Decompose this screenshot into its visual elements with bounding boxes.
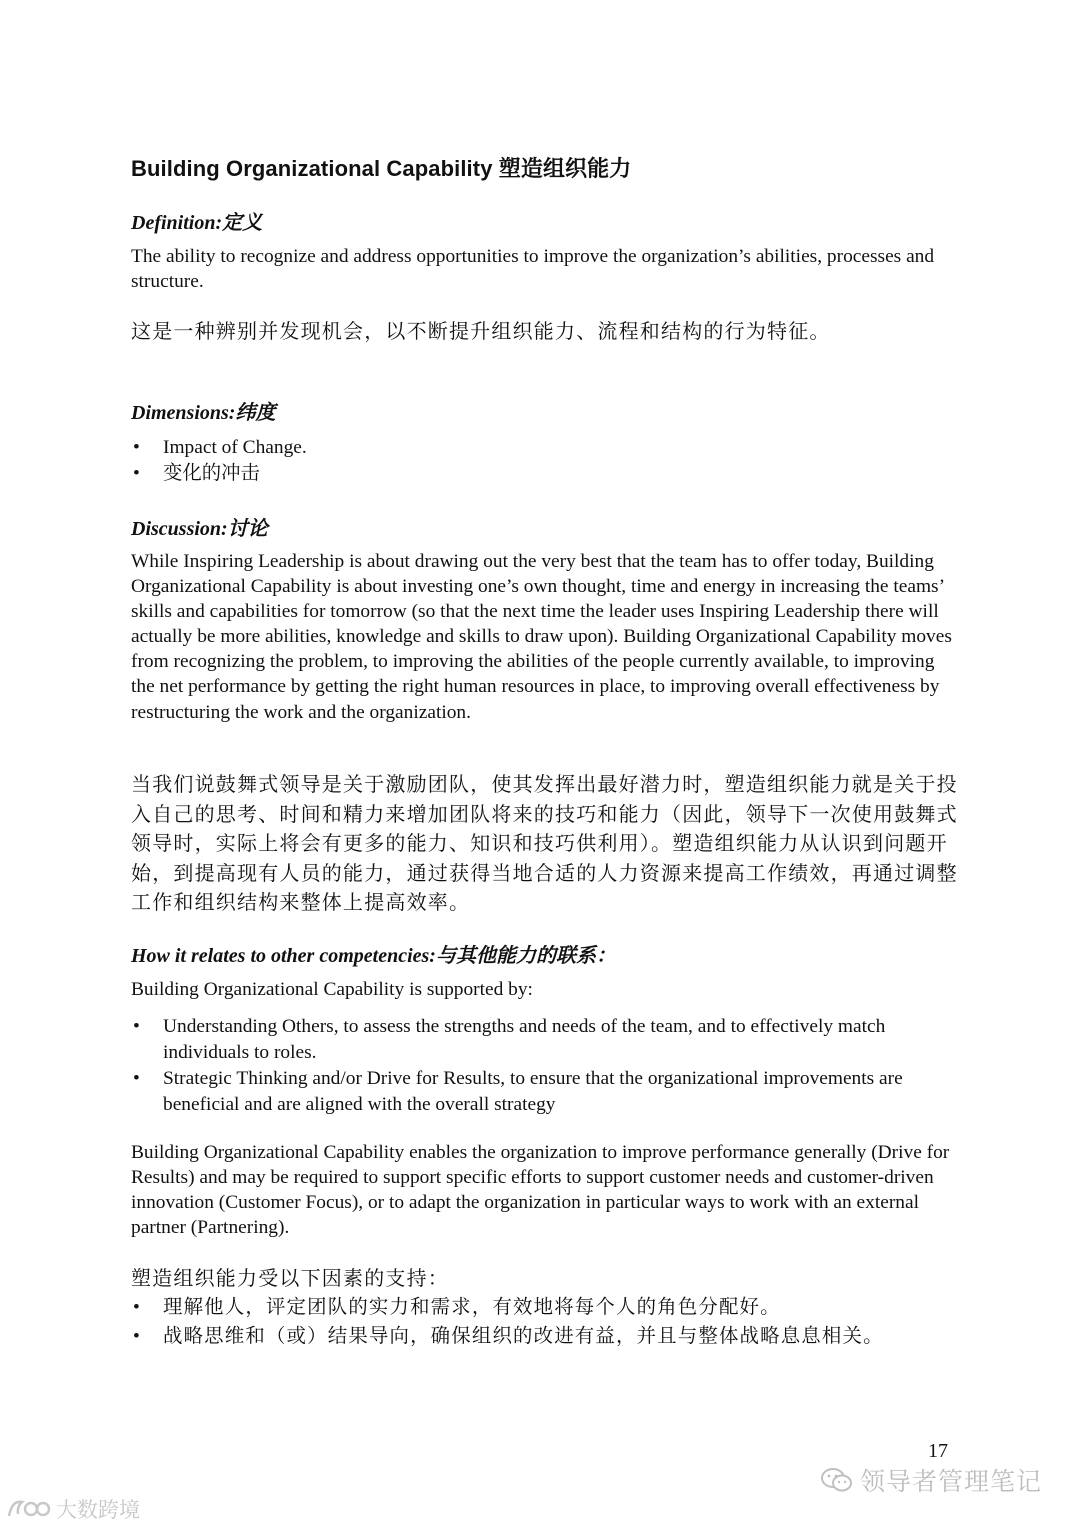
bullet-icon: • [133, 1326, 141, 1347]
list-item: • Strategic Thinking and/or Drive for Results, to ensure that the organizational improvements are beneficial and are aligned with the overall strategy [133, 1068, 903, 1115]
list-item: • 变化的冲击 [131, 461, 961, 487]
definition-heading: Definition:定义 [131, 212, 263, 234]
list-item: • 理解他人，评定团队的实力和需求，有效地将每个人的角色分配好。 [131, 1293, 961, 1322]
list-item: • Understanding Others, to assess the strengths and needs of the team, and to effectively match individuals to roles. [133, 1016, 886, 1063]
page-number: 17 [928, 1440, 948, 1462]
definition-text-zh: 这是一种辨别并发现机会，以不断提升组织能力、流程和结构的行为特征。 [131, 321, 831, 343]
relations-heading: How it relates to other competencies:与其他能力的联系： [131, 945, 616, 967]
bullet-icon: • [133, 1068, 140, 1089]
supported-by-text: Building Organizational Capability is supported by: [131, 979, 533, 1000]
bullet-icon: • [133, 437, 140, 458]
list-item: • Impact of Change. [131, 435, 961, 461]
supported-by-list-zh [131, 1293, 961, 1351]
wechat-icon [820, 1467, 854, 1493]
discussion-text-zh: 当我们说鼓舞式领导是关于激励团队，使其发挥出最好潜力时，塑造组织能力就是关于投入自己的思考、时间和精力来增加团队将来的技巧和能力（因此，领导下一次使用鼓舞式领导时，实际上将会有更多的能力、知识和技巧供利用）。塑造组织能力从认识到问题开始，到提高现有人员的能力，通过获得当地合适的人力资源来提高工作绩效，再通过调整工作和组织结构来整体上提高效率。 [131, 774, 958, 914]
bullet-icon: • [133, 1297, 141, 1318]
bullet-icon: • [133, 462, 140, 484]
watermark-left: 大数跨境 [6, 1494, 140, 1524]
supported-by-list [131, 1014, 961, 1117]
dimensions-heading: Dimensions:纬度 [131, 402, 276, 424]
definition-text-en: The ability to recognize and address opportunities to improve the organization’s abilities, processes and structure. [131, 246, 935, 292]
enables-text: Building Organizational Capability enables the organization to improve performance generally (Drive for Results) and may be required to support specific efforts to support customer needs and customer-driven innovation (Customer Focus), or to adapt the organization in particular ways to work with an external partner (Partnering). [131, 1142, 950, 1238]
list-item: • 战略思维和（或）结果导向，确保组织的改进有益，并且与整体战略息息相关。 [131, 1322, 961, 1351]
bullet-icon: • [133, 1016, 140, 1037]
dimensions-list [131, 435, 961, 486]
logo-icon [6, 1496, 52, 1522]
supported-by-text-zh: 塑造组织能力受以下因素的支持： [131, 1268, 449, 1290]
discussion-heading: Discussion:讨论 [131, 518, 268, 540]
watermark-right: 领导者管理笔记 [820, 1462, 1042, 1498]
discussion-text-en: While Inspiring Leadership is about drawing out the very best that the team has to offer today, Building Organizational Capability is about investing one’s own thought, time and energy in increasing the teams’ skills and capabilities for tomorrow (so that the next time the leader uses Inspiring Leadership there will actually be more abilities, knowledge and skills to draw upon). Building Organizational Capability moves from recognizing the problem, to improving the abilities of the people currently available, to improving the net performance by getting the right human resources in place, to improving overall effectiveness by restructuring the work and the organization. [131, 551, 952, 723]
page-title: Building Organizational Capability 塑造组织能力 [131, 156, 632, 181]
